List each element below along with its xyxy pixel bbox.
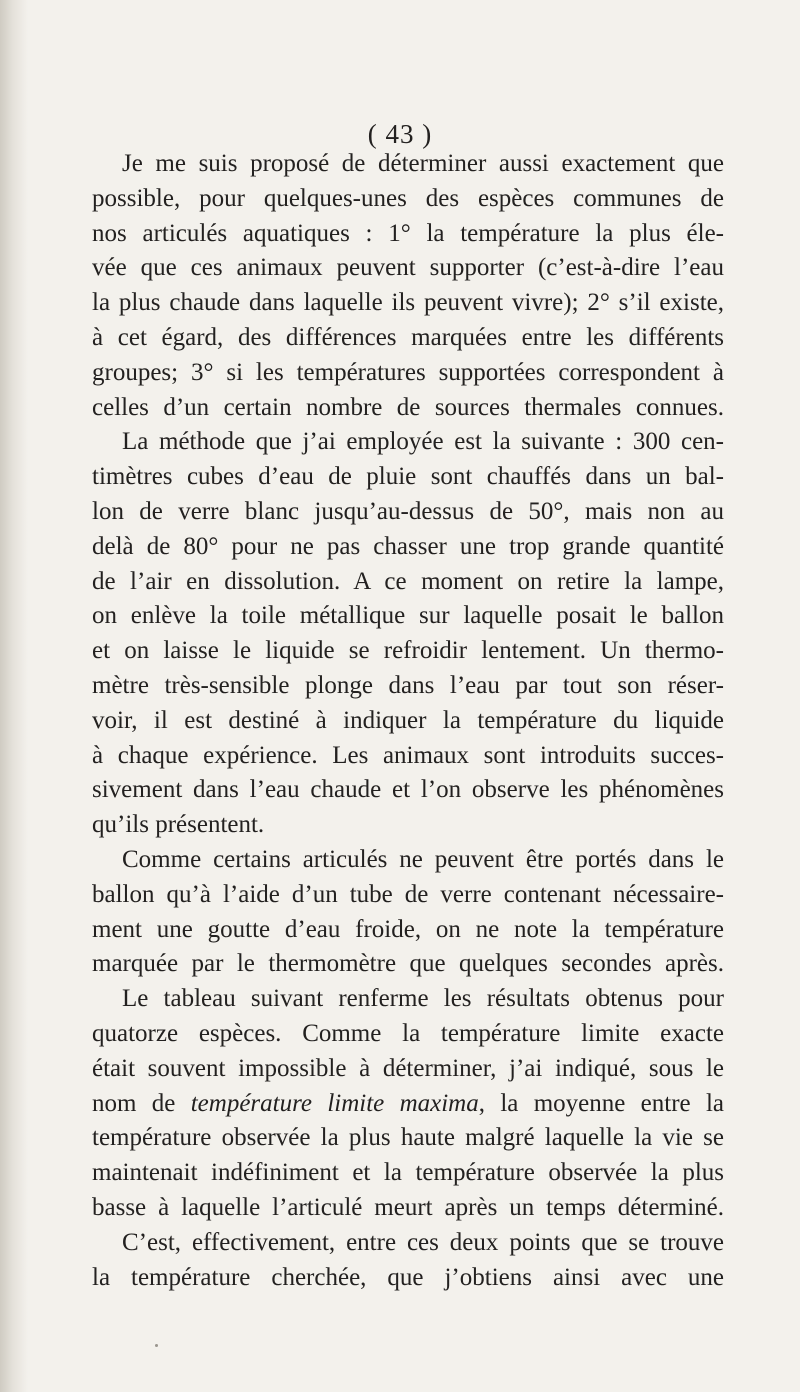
text-line: on enlève la toile métallique sur laquelle posait le ballon <box>92 602 724 630</box>
text-line: maintenait indéfiniment et la température observée la plus <box>92 1159 724 1187</box>
text-line: voir, il est destiné à indiquer la température du liquide <box>92 706 724 734</box>
text-line: ballon qu’à l’aide d’un tube de verre contenant nécessaire- <box>92 880 724 908</box>
text-line: à cet égard, des différences marquées entre les différents <box>92 323 724 351</box>
text-line: marquée par le thermomètre que quelques secondes après. <box>92 950 724 978</box>
text-line: Le tableau suivant renferme les résultats obtenus pour <box>122 985 724 1013</box>
text-line: et on laisse le liquide se refroidir lentement. Un thermo- <box>92 637 724 665</box>
text-line: groupes; 3° si les températures supportées correspondent à <box>92 358 724 386</box>
text-line: température observée la plus haute malgré laquelle la vie se <box>92 1124 724 1152</box>
text-line: basse à laquelle l’articulé meurt après un temps déterminé. <box>92 1193 724 1221</box>
text-line: de l’air en dissolution. A ce moment on retire la lampe, <box>92 567 724 595</box>
text-line-with-emphasis <box>92 1087 724 1122</box>
body-text <box>92 147 724 1295</box>
line-text-pre: nom de <box>92 1089 191 1117</box>
text-line: qu’ils présentent. <box>92 811 265 839</box>
text-line: Je me suis proposé de déterminer aussi exactement que <box>122 150 724 177</box>
text-line: Comme certains articulés ne peuvent être portés dans le <box>122 845 724 873</box>
text-line: delà de 80° pour ne pas chasser une trop grande quantité <box>92 532 724 560</box>
text-line: la température cherchée, que j’obtiens ainsi avec une <box>92 1263 724 1291</box>
text-line: timètres cubes d’eau de pluie sont chauffés dans un bal- <box>92 463 724 491</box>
line-text-post: , la moyenne entre la <box>478 1089 724 1117</box>
text-line: était souvent impossible à déterminer, j’ai indiqué, sous le <box>92 1054 724 1082</box>
paper-speck <box>155 1344 158 1347</box>
text-line: lon de verre blanc jusqu’au-dessus de 50°, mais non au <box>92 497 724 525</box>
text-line: sivement dans l’eau chaude et l’on observe les phénomènes <box>92 776 724 804</box>
emphasized-term: température limite maxima <box>190 1089 479 1117</box>
text-line: nos articulés aquatiques : 1° la température la plus éle- <box>92 219 724 247</box>
text-line: la plus chaude dans laquelle ils peuvent vivre); 2° s’il existe, <box>92 289 724 317</box>
text-line: celles d’un certain nombre de sources thermales connues. <box>92 393 724 421</box>
text-line: ment une goutte d’eau froide, on ne note la température <box>92 915 724 943</box>
text-line: mètre très-sensible plonge dans l’eau par tout son réser- <box>92 671 724 699</box>
page-gutter-shadow <box>0 0 28 1392</box>
text-line: C’est, effectivement, entre ces deux points que se trouve <box>122 1228 724 1256</box>
text-line: vée que ces animaux peuvent supporter (c’est-à-dire l’eau <box>92 254 724 282</box>
text-line: possible, pour quelques-unes des espèces communes de <box>92 184 724 212</box>
page-number: ( 43 ) <box>367 119 433 149</box>
text-line: quatorze espèces. Comme la température limite exacte <box>92 1019 724 1047</box>
text-line: La méthode que j’ai employée est la suivante : 300 cen- <box>122 428 724 456</box>
text-line: à chaque expérience. Les animaux sont introduits succes- <box>92 741 724 769</box>
